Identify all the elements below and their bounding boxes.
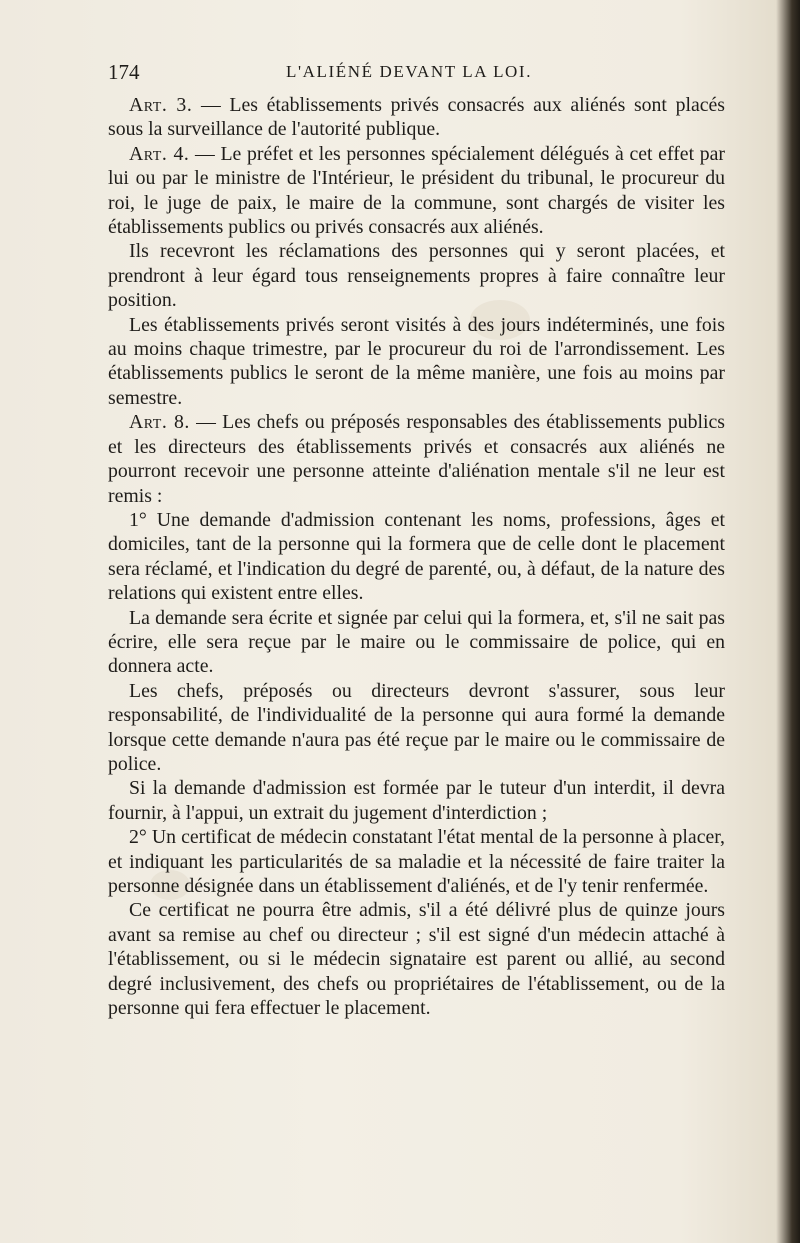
paragraph-art-3: Art. 3. — Les établissements privés consacrés aux aliénés sont placés sous la surveillance de l'autorité publique. <box>108 94 726 141</box>
paragraph: La demande sera écrite et signée par celui qui la formera, et, s'il ne sait pas écrire, elle sera reçue par le maire ou le commissaire de police, qui en donnera acte. <box>108 606 725 678</box>
page-header <box>108 58 718 86</box>
page-number: 174 <box>108 60 140 84</box>
paragraph-art-8: Art. 8. — Les chefs ou préposés responsables des établissements publics et les directeurs des établissements privés et consacrés aux aliénés ne pourront recevoir une personne atteinte d'aliénation mentale s'il ne leur est remis : <box>108 411 725 507</box>
paragraph: Ils recevront les réclamations des personnes qui y seront placées, et prendront à leur égard tous renseignements propres à faire connaître leur position. <box>108 240 725 312</box>
article-label: Art. 3. <box>129 94 193 116</box>
paragraph: Les établissements privés seront visités à des jours indéterminés, une fois au moins chaque trimestre, par le procureur du roi de l'arrondissement. Les établissements publics le seront de la même manière, une fois au moins par semestre. <box>108 313 725 409</box>
paragraph: 2° Un certificat de médecin constatant l'état mental de la personne à placer, et indiquant les particularités de sa maladie et la nécessité de faire traiter la personne désignée dans un établissement d'aliénés, et de l'y tenir renfermée. <box>108 826 725 897</box>
paragraph: Ce certificat ne pourra être admis, s'il a été délivré plus de quinze jours avant sa remise au chef ou directeur ; s'il est signé d'un médecin attaché à l'établissement, ou si le médecin signataire est parent ou allié, au second degré inclusivement, des chefs ou propriétaires de l'établissement, ou de la personne qui fera effectuer le placement. <box>108 899 725 1020</box>
paragraph-art-4: Art. 4. — Le préfet et les personnes spécialement délégués à cet effet par lui ou par le ministre de l'Intérieur, le président du tribunal, le procureur du roi, le juge de paix, le maire de la commune, sont chargés de visiter les établissements publics ou privés consacrés aux aliénés. <box>108 142 725 239</box>
article-label: Art. 8. <box>129 411 190 434</box>
body-text <box>108 93 725 1020</box>
paragraph: 1° Une demande d'admission contenant les noms, professions, âges et domiciles, tant de la personne qui la formera que de celle dont le placement sera réclamé, et l'indication du degré de parenté, ou, à défaut, de la nature des relations qui existent entre elles. <box>108 508 725 605</box>
paragraph: Les chefs, préposés ou directeurs devront s'assurer, sous leur responsabilité, de l'individualité de la personne qui aura formé la demande lorsque cette demande n'aura pas été reçue par le maire ou le commissaire de police. <box>108 679 725 775</box>
paragraph: Si la demande d'admission est formée par le tuteur d'un interdit, il devra fournir, à l'appui, un extrait du jugement d'interdiction ; <box>108 777 725 824</box>
article-label: Art. 4. <box>129 142 190 165</box>
running-title: L'ALIÉNÉ DEVANT LA LOI. <box>286 62 533 81</box>
